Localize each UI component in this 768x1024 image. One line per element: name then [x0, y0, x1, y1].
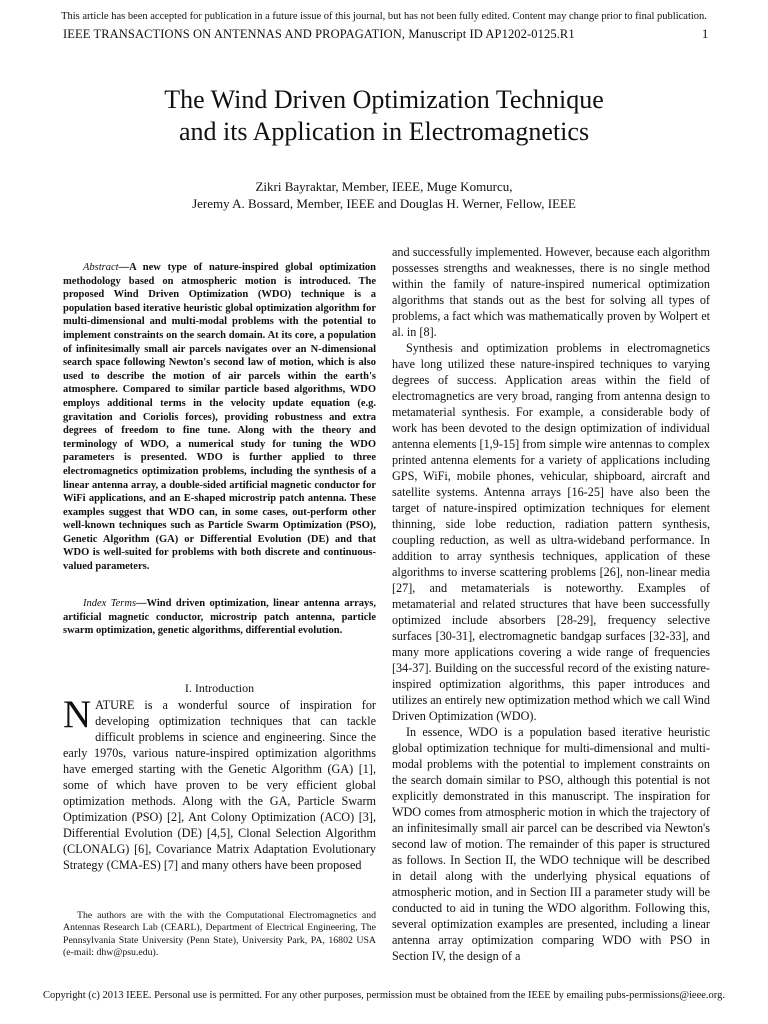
intro-text: ATURE is a wonderful source of inspiration for developing optimization techniques that can tackle difficult problems in science and engineering. Since the early 1970s, various nature-inspired optimization algorithms have emerged starting with the Genetic Algorithm (GA) [1], some of which have proven to be very efficient global optimization methods. Along with the GA, Particle Swarm Optimization (PSO) [2], Ant Colony Optimization (ACO) [3], Differential Evolution (DE) [4,5], Clonal Selection Algorithm (CLONALG) [6], Covariance Matrix Adaptation Evolutionary Strategy (CMA-ES) [7] and many others have been proposed [63, 698, 376, 872]
page-number: 1 [702, 27, 709, 41]
right-column [392, 244, 710, 964]
body-paragraph: and successfully implemented. However, because each algorithm possesses strengths and weaknesses, there is no single method within the family of nature-inspired numerical optimization algorithms that stands out as the best for solving all types of problems, a fact which was mathematically proven by Wolpert et al. in [8]. [392, 245, 710, 339]
title-line-2: and its Application in Electromagnetics [178, 117, 590, 146]
section-heading: I. Introduction [184, 681, 255, 695]
authors-line-1: Zikri Bayraktar, Member, IEEE, Muge Komurcu, [255, 179, 513, 194]
abstract-label: Abstract [83, 262, 119, 273]
index-terms-label: Index Terms [83, 598, 137, 609]
index-terms [63, 597, 376, 638]
body-paragraph: In essence, WDO is a population based iterative heuristic global optimization technique for multi-dimensional and multi-modal problems with the potential to implement constraints on the search domain similar to PSO, although this potential is not explicitly demonstrated in this manuscript. The inspiration for WDO comes from atmospheric motion in which the trajectory of an infinitesimally small air parcel can be described via Newton's second law of motion. The remainder of this paper is structured as follows. In Section II, the WDO technique will be described in detail along with the underlying physical equations of atmospheric motion, and in Section III a parameter study will be conducted to aid in tuning the WDO algorithm. Following this, several optimization examples are presented, including a linear antenna array optimization comparing WDO with PSO in Section IV, the design of a [392, 725, 710, 963]
abstract [63, 261, 376, 574]
author-list [0, 178, 768, 212]
author-footnote: The authors are with the with the Computational Electromagnetics and Antennas Research Lab (CEARL), Department of Electrical Engineering, The Pennsylvania State University (Penn State), University Park, PA, 16802 USA (e-mail: dhw@psu.edu). [63, 910, 376, 959]
publication-notice: This article has been accepted for publication in a future issue of this journal, but has not been fully edited. Content may change prior to final publication. [61, 11, 707, 22]
body-paragraph: Synthesis and optimization problems in electromagnetics have long utilized these nature-inspired techniques to varying degrees of success. Application areas within the field of electromagnetics are very broad, ranging from antenna design to metamaterial synthesis. For example, a considerable body of work has been devoted to the design optimization of individual antenna elements [1,9-15] from simple wire antennas to complex printed antenna elements for a variety of applications including GPS, WiFi, mobile phones, vehicular, shipboard, aircraft and satellite systems. Antenna arrays [16-25] have also been the target of nature-inspired optimization techniques for element thinning, side lobe reduction, radiation pattern synthesis, coupling reduction, as well as ultra-wideband performance. In addition to array synthesis techniques, application of these algorithms to inverse scattering problems [26], non-linear media [27], and metamaterials is noteworthy. Examples of metamaterial and related structures that have been successfully optimized include absorbers [28-29], frequency selective surfaces [30-31], electromagnetic bandgap surfaces [32-33], and many more applications covering a wide range of frequencies [34-37]. Building on the successful record of the existing nature-inspired optimization algorithms, this paper introduces and utilizes an entirely new optimization method which we call Wind Driven Optimization (WDO). [392, 341, 710, 723]
copyright-notice: Copyright (c) 2013 IEEE. Personal use is permitted. For any other purposes, permission must be obtained from the IEEE by emailing pubs-permissions@ieee.org. [43, 990, 725, 1001]
journal-header: IEEE TRANSACTIONS ON ANTENNAS AND PROPAGATION, Manuscript ID AP1202-0125.R1 [63, 27, 575, 41]
title-line-1: The Wind Driven Optimization Technique [164, 85, 604, 114]
intro-paragraph [63, 693, 376, 873]
paper-title [0, 84, 768, 148]
drop-cap: N [63, 693, 92, 736]
authors-line-2: Jeremy A. Bossard, Member, IEEE and Douglas H. Werner, Fellow, IEEE [192, 196, 576, 211]
abstract-text: —A new type of nature-inspired global optimization methodology based on atmospheric motion is introduced. The proposed Wind Driven Optimization (WDO) technique is a population based iterative heuristic global optimization algorithm for multi-dimensional and multi-modal problems with the potential to implement constraints on the search domain. At its core, a population of infinitesimally small air parcels navigates over an N-dimensional search space following Newton's second law of motion, which is also used to describe the motion of air parcels within the earth's atmosphere. Compared to similar particle based algorithms, WDO employs additional terms in the velocity update equation (e.g. gravitation and Coriolis forces), providing robustness and extra degrees of freedom to fine tune. Along with the theory and terminology of WDO, a numerical study for tuning the WDO parameters is presented. WDO is further applied to three electromagnetics optimization problems, including the synthesis of a linear antenna array, a double-sided artificial magnetic conductor for WiFi applications, and an E-shaped microstrip patch antenna. These examples suggest that WDO can, in some cases, out-perform other well-known techniques such as Particle Swarm Optimization (PSO), Genetic Algorithm (GA) or Differential Evolution (DE) and that WDO is well-suited for problems with both discrete and continuous-valued parameters. [63, 262, 376, 573]
index-terms-text: —Wind driven optimization, linear antenna arrays, artificial magnetic conductor, microstrip patch antenna, particle swarm optimization, genetic algorithms, differential evolution. [63, 598, 377, 637]
